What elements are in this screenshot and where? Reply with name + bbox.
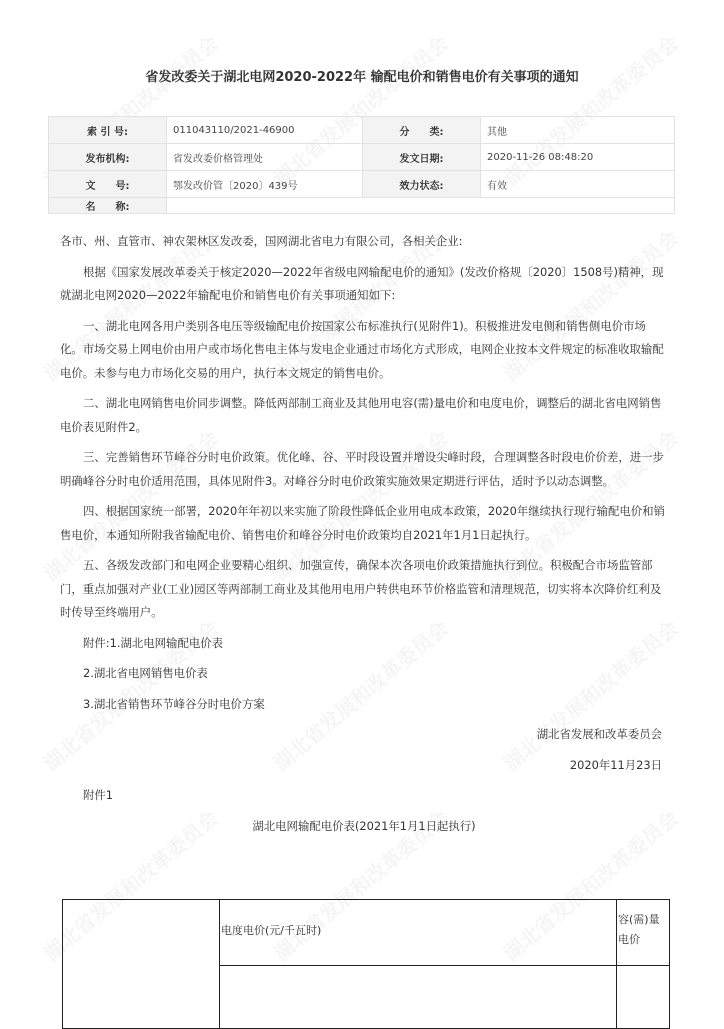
category-value: 其他 bbox=[481, 117, 675, 144]
status-label: 效力状态: bbox=[363, 171, 481, 198]
name-label: 名 称: bbox=[49, 198, 167, 214]
attachment-1: 附件:1.湖北电网输配电价表 bbox=[83, 635, 224, 650]
energy-price-header: 电度电价(元/千瓦时) bbox=[221, 924, 322, 937]
annex-table-title: 湖北电网输配电价表(2021年1月1日起执行) bbox=[252, 818, 476, 833]
metadata-row bbox=[49, 117, 675, 144]
annex-table bbox=[62, 899, 670, 1029]
category-label: 分 类: bbox=[363, 117, 481, 144]
date-value: 2020-11-26 08:48:20 bbox=[481, 144, 675, 171]
docno-label: 文 号: bbox=[49, 171, 167, 198]
metadata-table bbox=[48, 116, 675, 214]
attachment-2: 2.湖北省电网销售电价表 bbox=[83, 666, 208, 680]
table-divider bbox=[616, 900, 617, 1028]
item-3-paragraph: 三、完善销售环节峰谷分时电价政策。优化峰、谷、平时段设置并增设尖峰时段，合理调整各时段电价价差，进一步明确峰谷分时电价适用范围，具体见附件3。对峰谷分时电价政策实施效果定期进行评估，适时予以动态调整。 bbox=[60, 450, 664, 488]
signer: 湖北省发展和改革委员会 bbox=[536, 727, 662, 741]
attachment-3: 3.湖北省销售环节峰谷分时电价方案 bbox=[83, 696, 265, 711]
status-value: 有效 bbox=[481, 171, 675, 198]
name-value bbox=[167, 198, 675, 214]
issuer-label: 发布机构: bbox=[49, 144, 167, 171]
item-2-paragraph: 二、湖北电网销售电价同步调整。降低两部制工商业及其他用电容(需)量电价和电度电价，调整后的湖北省电网销售电价表见附件2。 bbox=[60, 396, 662, 434]
capacity-price-header: 容(需)量电价 bbox=[618, 913, 660, 946]
document-body bbox=[60, 230, 668, 838]
item-5-paragraph: 五、各级发改部门和电网企业要精心组织、加强宣传，确保本次各项电价政策措施执行到位。积极配合市场监管部门，重点加强对产业(工业)园区等两部制工商业及其他用电用户转供电环节价格监管和清理规范，切实将本次降价红利及时传导至终端用户。 bbox=[60, 558, 662, 619]
index-label: 索 引 号: bbox=[49, 117, 167, 144]
metadata-row bbox=[49, 171, 675, 198]
intro-paragraph: 根据《国家发展改革委关于核定2020—2022年省级电网输配电价的通知》(发改价格规〔2020〕1508号)精神，现就湖北电网2020—2022年输配电价和销售电价有关事项通知如下: bbox=[60, 264, 664, 302]
annex-label: 附件1 bbox=[83, 788, 114, 802]
sign-date: 2020年11月23日 bbox=[569, 757, 662, 772]
item-4-paragraph: 四、根据国家统一部署，2020年年初以来实施了阶段性降低企业用电成本政策，2020年继续执行现行输配电价和销售电价，本通知所附我省输配电价、销售电价和峰谷分时电价政策均自2021年1月1日起执行。 bbox=[60, 504, 665, 542]
metadata-row bbox=[49, 144, 675, 171]
document-title: 省发改委关于湖北电网2020-2022年 输配电价和销售电价有关事项的通知 bbox=[145, 70, 579, 85]
item-1-paragraph: 一、湖北电网各用户类别各电压等级输配电价按国家公布标准执行(见附件1)。积极推进发电侧和销售侧电价市场化。市场交易上网电价由用户或市场化售电主体与发电企业通过市场化方式形成，电网企业按本文件规定的标准收取输配电价。未参与电力市场化交易的用户，执行本文规定的销售电价。 bbox=[60, 318, 664, 380]
table-divider bbox=[219, 900, 220, 1028]
issuer-value: 省发改委价格管理处 bbox=[167, 144, 363, 171]
table-divider bbox=[219, 965, 669, 966]
date-label: 发文日期: bbox=[363, 144, 481, 171]
docno-value: 鄂发改价管〔2020〕439号 bbox=[167, 171, 363, 198]
salutation: 各市、州、直管市、神农架林区发改委，国网湖北省电力有限公司，各相关企业: bbox=[60, 234, 463, 248]
metadata-row bbox=[49, 198, 675, 214]
index-value: 011043110/2021-46900 bbox=[167, 117, 363, 144]
